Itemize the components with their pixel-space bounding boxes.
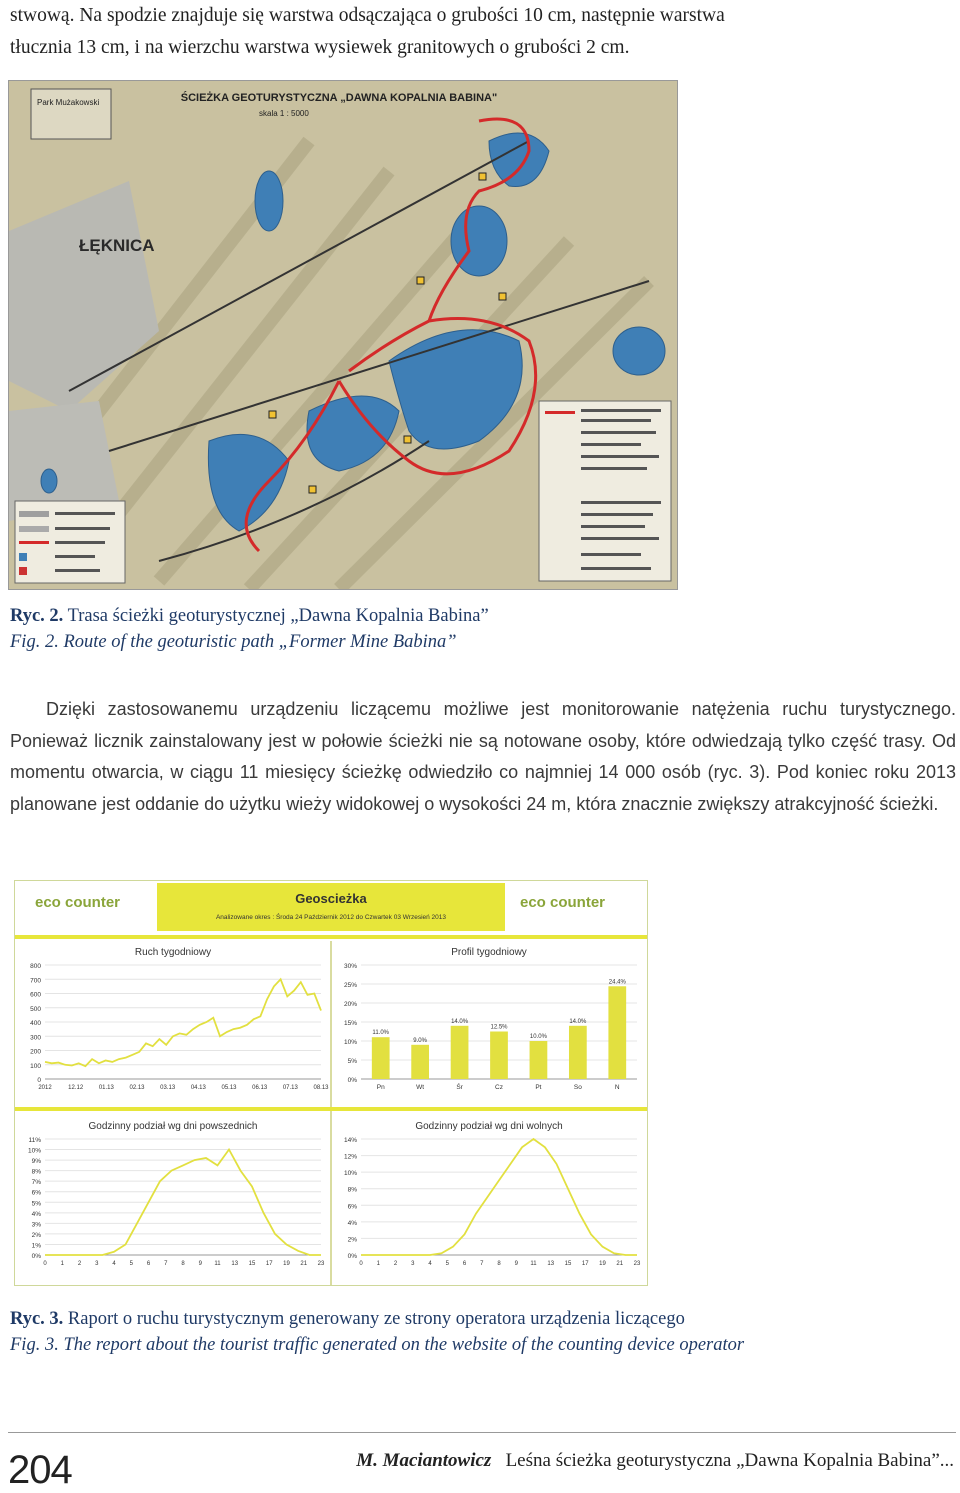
intro-paragraph bbox=[10, 0, 956, 64]
bar-value-label: 24.4% bbox=[608, 979, 626, 986]
figure-2-label: Ryc. 2. bbox=[10, 606, 64, 626]
running-header bbox=[356, 1450, 954, 1472]
x-tick-label: 13 bbox=[547, 1261, 555, 1267]
x-tick-label: 2 bbox=[77, 1261, 82, 1267]
x-tick-label: 3 bbox=[95, 1261, 99, 1267]
running-author: M. Maciantowicz bbox=[356, 1450, 492, 1471]
x-tick-label: 15 bbox=[564, 1261, 572, 1267]
x-tick-label: 8 bbox=[181, 1261, 185, 1267]
y-tick-label: 30% bbox=[343, 963, 357, 970]
route-map bbox=[9, 81, 677, 589]
y-tick-label: 2% bbox=[347, 1236, 357, 1244]
y-tick-label: 800 bbox=[30, 963, 41, 970]
y-tick-label: 10% bbox=[343, 1039, 357, 1046]
x-tick-label: 07.13 bbox=[282, 1085, 298, 1091]
x-tick-label: Pt bbox=[535, 1084, 542, 1091]
y-tick-label: 1% bbox=[31, 1242, 41, 1250]
figure-2-en-text: Route of the geoturistic path „Former Mine Babina” bbox=[58, 632, 457, 652]
y-tick-label: 12% bbox=[343, 1153, 357, 1161]
y-tick-label: 10% bbox=[343, 1170, 357, 1178]
bar-value-label: 11.0% bbox=[372, 1030, 390, 1037]
y-tick-label: 15% bbox=[343, 1020, 357, 1027]
bar-value-label: 14.0% bbox=[569, 1018, 587, 1025]
series-line bbox=[361, 1139, 637, 1255]
x-tick-label: 5 bbox=[129, 1261, 133, 1267]
x-tick-label: 03.13 bbox=[160, 1085, 176, 1091]
bar bbox=[530, 1041, 548, 1079]
x-tick-label: 05.13 bbox=[221, 1085, 237, 1091]
y-tick-label: 8% bbox=[31, 1168, 41, 1176]
y-tick-label: 4% bbox=[347, 1219, 357, 1227]
y-tick-label: 700 bbox=[30, 977, 41, 985]
y-tick-label: 0% bbox=[347, 1253, 357, 1260]
x-tick-label: 01.13 bbox=[98, 1085, 114, 1091]
y-tick-label: 2% bbox=[31, 1231, 41, 1239]
x-tick-label: 1 bbox=[376, 1261, 380, 1267]
bar bbox=[372, 1037, 390, 1079]
figure-3-caption-pl bbox=[10, 1306, 685, 1332]
y-tick-label: 300 bbox=[30, 1034, 41, 1042]
logo-left: eco counter bbox=[35, 894, 121, 911]
y-tick-label: 20% bbox=[343, 1001, 357, 1008]
y-tick-label: 200 bbox=[30, 1048, 41, 1056]
x-tick-label: 15 bbox=[248, 1261, 256, 1267]
body-paragraph bbox=[10, 694, 956, 820]
map-title: ŚCIEŻKA GEOTURYSTYCZNA „DAWNA KOPALNIA BABINA" bbox=[180, 92, 498, 104]
footer-rule bbox=[8, 1432, 956, 1433]
bar-value-label: 10.0% bbox=[529, 1034, 547, 1040]
y-tick-label: 0% bbox=[347, 1077, 357, 1084]
x-tick-label: 23 bbox=[633, 1261, 641, 1267]
y-tick-label: 14% bbox=[343, 1137, 357, 1144]
park-label: Park Mużakowski bbox=[37, 98, 100, 107]
x-tick-label: Pn bbox=[376, 1084, 385, 1091]
y-tick-label: 10% bbox=[27, 1147, 41, 1155]
x-tick-label: 17 bbox=[581, 1261, 589, 1267]
y-tick-label: 5% bbox=[31, 1200, 41, 1208]
running-title: Leśna ścieżka geoturystyczna „Dawna Kopalnia Babina”... bbox=[505, 1450, 954, 1471]
x-tick-label: 4 bbox=[428, 1261, 432, 1267]
figure-3-label: Ryc. 3. bbox=[10, 1309, 64, 1329]
x-tick-label: 4 bbox=[112, 1261, 116, 1267]
x-tick-label: 9 bbox=[514, 1261, 518, 1267]
bar-value-label: 9.0% bbox=[413, 1037, 427, 1044]
bar bbox=[608, 986, 626, 1079]
x-tick-label: 2 bbox=[393, 1261, 398, 1267]
x-tick-label: 04.13 bbox=[190, 1085, 206, 1091]
bar bbox=[451, 1026, 469, 1079]
y-tick-label: 6% bbox=[31, 1189, 41, 1197]
figure-3-en-label: Fig. 3. bbox=[10, 1335, 59, 1355]
bar bbox=[569, 1026, 587, 1079]
x-tick-label: 3 bbox=[411, 1261, 415, 1267]
x-tick-label: 0 bbox=[43, 1261, 47, 1267]
x-tick-label: 5 bbox=[445, 1261, 449, 1267]
y-tick-label: 0 bbox=[37, 1077, 41, 1084]
x-tick-label: 6 bbox=[146, 1261, 151, 1267]
x-tick-label: 7 bbox=[164, 1261, 168, 1267]
figure-3-en-text: The report about the tourist traffic generated on the website of the counting device operator bbox=[58, 1335, 745, 1355]
bar-value-label: 12.5% bbox=[490, 1024, 508, 1031]
report-range: Analizowane okres : Środa 24 Październik 2012 do Czwartek 03 Wrzesień 2013 bbox=[215, 914, 447, 921]
page-number: 204 bbox=[8, 1448, 72, 1492]
body-paragraph-text: Dzięki zastosowanemu urządzeniu liczącemu możliwe jest monitorowanie natężenia ruchu turystycznego. Ponieważ licznik zainstalowany jest w połowie ścieżki nie są notowane osoby, które odwiedzają tylko część trasy. Od momentu otwarcia, w ciągu 11 miesięcy ścieżkę odwiedziło co najmniej 14 000 osób (ryc. 3). Pod koniec roku 2013 planowane jest oddanie do użytku wieży widokowej o wysokości 24 m, która znacznie zwiększy atrakcyjność ścieżki. bbox=[10, 699, 956, 814]
y-tick-label: 400 bbox=[30, 1020, 41, 1027]
map-scale: skala 1 : 5000 bbox=[259, 109, 309, 118]
x-tick-label: Wt bbox=[416, 1084, 425, 1091]
y-tick-label: 500 bbox=[30, 1005, 41, 1013]
x-tick-label: 08.13 bbox=[313, 1085, 329, 1091]
x-tick-label: 19 bbox=[283, 1261, 290, 1267]
figure-3-caption-en bbox=[10, 1332, 744, 1358]
x-tick-label: 9 bbox=[198, 1261, 202, 1267]
chart-title: Profil tygodniowy bbox=[451, 947, 527, 958]
chart-title: Ruch tygodniowy bbox=[134, 947, 212, 958]
x-tick-label: 2012 bbox=[38, 1085, 52, 1091]
x-tick-label: 13 bbox=[231, 1261, 239, 1267]
y-tick-label: 7% bbox=[31, 1179, 41, 1187]
y-tick-label: 0% bbox=[31, 1253, 41, 1260]
x-tick-label: 6 bbox=[462, 1261, 467, 1267]
intro-line-2: tłucznia 13 cm, i na wierzchu warstwa wysiewek granitowych o grubości 2 cm. bbox=[10, 37, 630, 58]
x-tick-label: 11 bbox=[530, 1261, 537, 1267]
x-tick-label: 11 bbox=[214, 1261, 221, 1267]
y-tick-label: 600 bbox=[30, 991, 41, 999]
y-tick-label: 3% bbox=[31, 1221, 41, 1229]
logo-right: eco counter bbox=[520, 894, 606, 911]
y-tick-label: 5% bbox=[347, 1058, 357, 1065]
x-tick-label: Cz bbox=[495, 1084, 503, 1091]
chart-title: Godzinny podział wg dni powszednich bbox=[88, 1121, 258, 1132]
x-tick-label: So bbox=[573, 1084, 582, 1091]
x-tick-label: 02.13 bbox=[129, 1085, 145, 1091]
x-tick-label: 1 bbox=[60, 1261, 64, 1267]
y-tick-label: 11% bbox=[28, 1137, 41, 1144]
x-tick-label: 21 bbox=[300, 1261, 308, 1267]
x-tick-label: Śr bbox=[456, 1084, 463, 1091]
bar-value-label: 14.0% bbox=[451, 1018, 469, 1025]
route-map-figure bbox=[8, 80, 678, 590]
x-tick-label: 12.12 bbox=[68, 1085, 84, 1091]
figure-3-caption-text: Raport o ruchu turystycznym generowany ze strony operatora urządzenia liczącego bbox=[63, 1309, 685, 1329]
traffic-report bbox=[15, 881, 647, 1285]
y-tick-label: 4% bbox=[31, 1210, 41, 1218]
figure-2-caption-pl bbox=[10, 603, 489, 629]
x-tick-label: 21 bbox=[616, 1261, 624, 1267]
figure-2-en-label: Fig. 2. bbox=[10, 632, 59, 652]
y-tick-label: 25% bbox=[343, 982, 357, 989]
x-tick-label: 06.13 bbox=[252, 1085, 268, 1091]
traffic-report-figure bbox=[14, 880, 648, 1286]
figure-2-caption-text: Trasa ścieżki geoturystycznej „Dawna Kopalnia Babina” bbox=[63, 606, 489, 626]
bar bbox=[490, 1032, 508, 1080]
x-tick-label: 0 bbox=[359, 1261, 363, 1267]
x-tick-label: 8 bbox=[497, 1261, 501, 1267]
x-tick-label: N bbox=[614, 1084, 620, 1091]
y-tick-label: 6% bbox=[347, 1203, 357, 1211]
report-title: Geoscieżka bbox=[295, 891, 367, 906]
figure-2-caption-en bbox=[10, 629, 457, 655]
x-tick-label: 17 bbox=[265, 1261, 273, 1267]
series-line bbox=[45, 979, 321, 1066]
y-tick-label: 8% bbox=[347, 1186, 357, 1194]
x-tick-label: 7 bbox=[480, 1261, 484, 1267]
x-tick-label: 23 bbox=[317, 1261, 325, 1267]
y-tick-label: 9% bbox=[31, 1158, 41, 1166]
x-tick-label: 19 bbox=[599, 1261, 606, 1267]
bar bbox=[411, 1045, 429, 1079]
intro-line-1: stwową. Na spodzie znajduje się warstwa odsączająca o grubości 10 cm, następnie warstwa bbox=[10, 5, 725, 26]
town-label: ŁĘKNICA bbox=[79, 236, 155, 255]
y-tick-label: 100 bbox=[30, 1062, 41, 1070]
chart-title: Godzinny podział wg dni wolnych bbox=[415, 1121, 563, 1132]
